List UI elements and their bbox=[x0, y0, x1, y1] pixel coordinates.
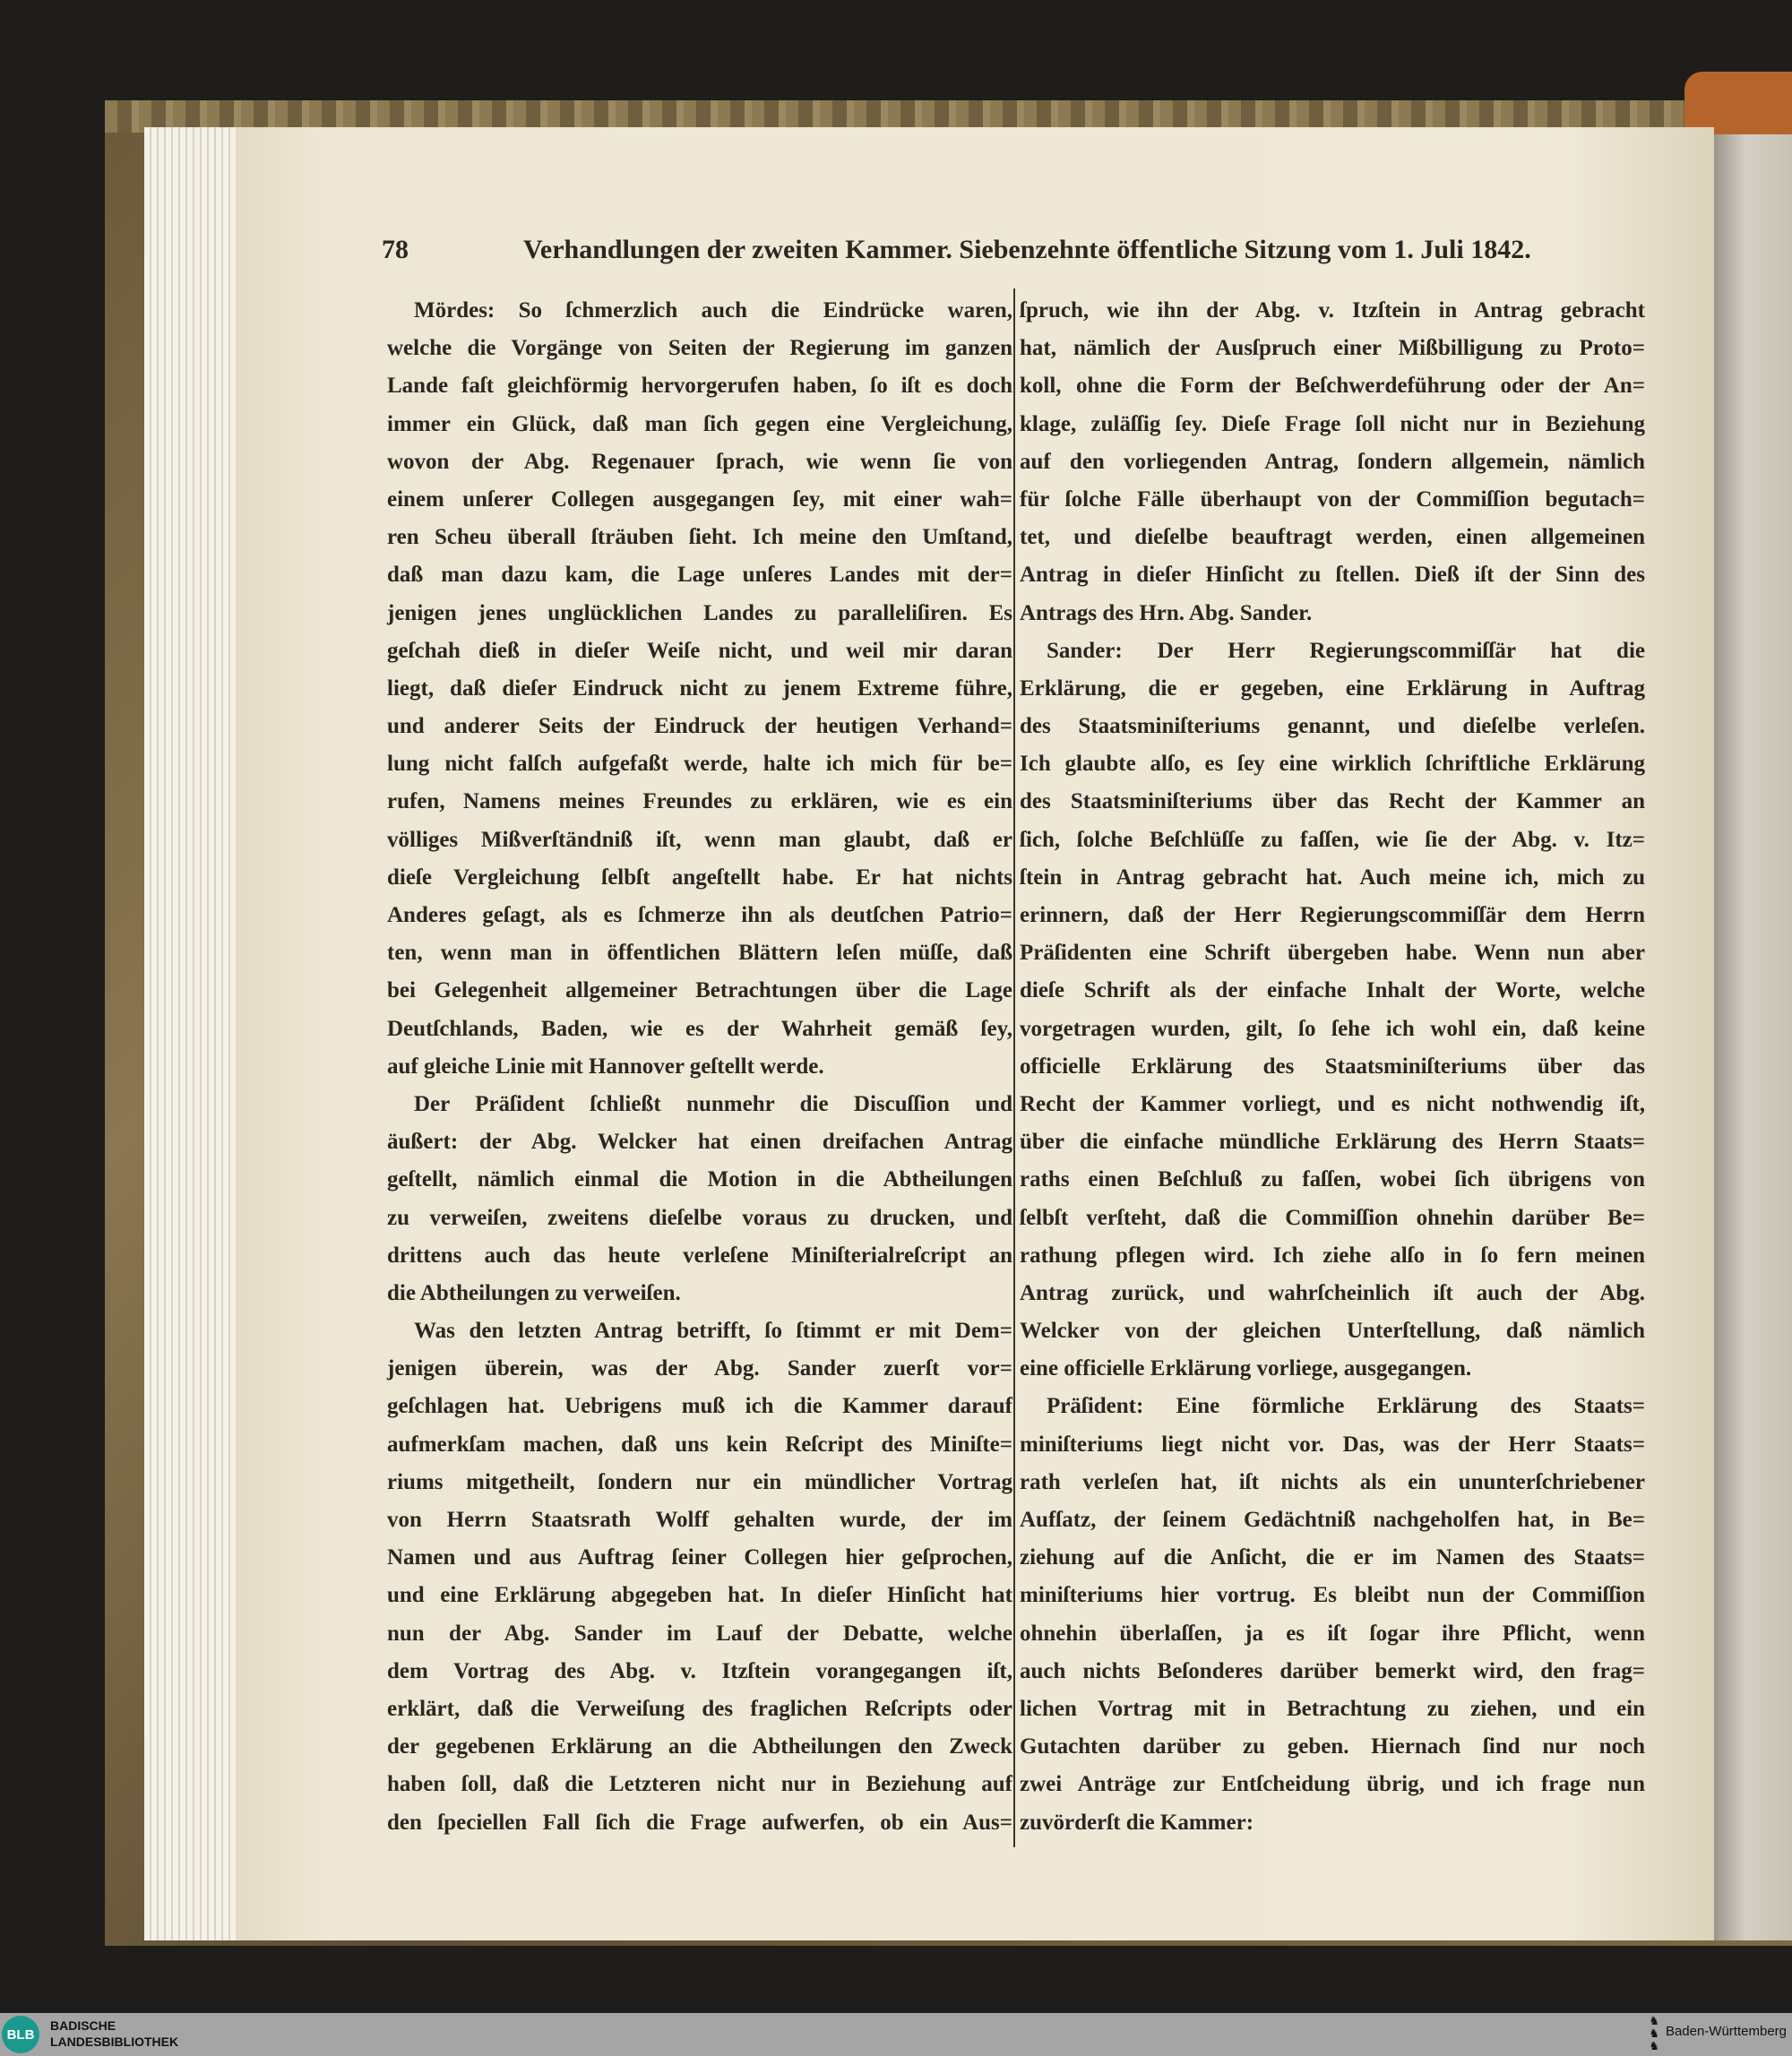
text-line: rathung pflegen wird. Ich ziehe alſo in ſo fern meinen bbox=[1020, 1243, 1645, 1268]
text-line: rath verleſen hat, iſt nichts als ein ununterſchriebener bbox=[1020, 1469, 1645, 1494]
text-line: dieſe Schrift als der einfache Inhalt der Worte, welche bbox=[1020, 978, 1645, 1003]
text-line: raths einen Beſchluß zu faſſen, wobei ſich übrigens von bbox=[1020, 1167, 1645, 1192]
column-divider bbox=[1013, 288, 1015, 1847]
text-line: ſelbſt verſteht, daß die Commiſſion ohnehin darüber Be= bbox=[1020, 1205, 1645, 1230]
text-line: dieſe Vergleichung ſelbſt angeſtellt habe. Er hat nichts bbox=[387, 865, 1012, 890]
text-line: Welcker von der gleichen Unterſtellung, daß nämlich bbox=[1020, 1319, 1645, 1344]
text-line: Ich glaubte alſo, es ſey eine wirklich ſchriftliche Erklärung bbox=[1020, 752, 1645, 777]
paragraph bbox=[387, 1312, 1012, 1842]
text-line: klage, zuläſſig ſey. Dieſe Frage ſoll nicht nur in Beziehung bbox=[1020, 411, 1645, 436]
page-header bbox=[382, 235, 1645, 274]
text-line: und eine Erklärung abgegeben hat. In dieſer Hinſicht hat bbox=[387, 1583, 1012, 1608]
page-number: 78 bbox=[382, 235, 409, 264]
paragraph bbox=[1020, 1388, 1645, 1841]
text-line: liegt, daß dieſer Eindruck nicht zu jenem Extreme führe, bbox=[387, 675, 1012, 701]
text-line: und anderer Seits der Eindruck der heutigen Verhand= bbox=[387, 714, 1012, 739]
text-line: riums mitgetheilt, ſondern nur ein mündlicher Vortrag bbox=[387, 1469, 1012, 1494]
text-line: Was den letzten Antrag betrifft, ſo ſtimmt er mit Dem= bbox=[414, 1319, 1012, 1344]
text-line: geſchlagen hat. Uebrigens muß ich die Kammer darauf bbox=[387, 1394, 1012, 1419]
text-column-left bbox=[387, 292, 1012, 1842]
text-line: miniſteriums liegt nicht vor. Das, was der Herr Staats= bbox=[1020, 1432, 1645, 1457]
text-line: des Staatsminiſteriums über das Recht der Kammer an bbox=[1020, 789, 1645, 814]
blb-logo-icon[interactable]: BLB bbox=[2, 2016, 39, 2053]
text-line: äußert: der Abg. Welcker hat einen dreifachen Antrag bbox=[387, 1130, 1012, 1155]
text-line: aufmerkſam machen, daß uns kein Reſcript des Miniſte= bbox=[387, 1432, 1012, 1457]
paragraph bbox=[387, 1086, 1012, 1312]
text-line: auf gleiche Linie mit Hannover geſtellt werde. bbox=[387, 1054, 824, 1079]
text-line: tet, und dieſelbe beauftragt werden, einen allgemeinen bbox=[1020, 525, 1645, 550]
text-line: immer ein Glück, daß man ſich gegen eine Vergleichung, bbox=[387, 411, 1012, 436]
text-line: daß man dazu kam, die Lage unſeres Landes mit der= bbox=[387, 563, 1012, 588]
text-line: von Herrn Staatsrath Wolff gehalten wurde, der im bbox=[387, 1508, 1012, 1532]
text-line: Mördes: So ſchmerzlich auch die Eindrücke waren, bbox=[414, 298, 1012, 323]
library-name[interactable] bbox=[50, 2017, 178, 2050]
state-logo-text[interactable]: Baden-Württemberg bbox=[1665, 2024, 1787, 2039]
text-line: jenigen jenes unglücklichen Landes zu paralleliſiren. Es bbox=[387, 600, 1012, 625]
text-line: ten, wenn man in öffentlichen Blättern leſen müſſe, daß bbox=[387, 941, 1012, 966]
text-line: lichen Vortrag mit in Betrachtung zu ziehen, und ein bbox=[1020, 1696, 1645, 1721]
text-line: ziehung auf die Anſicht, die er im Namen des Staats= bbox=[1020, 1545, 1645, 1570]
facing-page-edge bbox=[1714, 134, 1792, 1940]
text-line: lung nicht falſch aufgefaßt werde, halte ich mich für be= bbox=[387, 752, 1012, 777]
text-line: haben ſoll, daß die Letzteren nicht nur in Beziehung auf bbox=[387, 1772, 1012, 1797]
text-line: rufen, Namens meines Freundes zu erklären, wie es ein bbox=[387, 789, 1012, 814]
text-line: Deutſchlands, Baden, wie es der Wahrheit gemäß ſey, bbox=[387, 1016, 1012, 1041]
footer-bar bbox=[0, 2013, 1792, 2056]
text-line: dem Vortrag des Abg. v. Itzſtein vorangegangen iſt, bbox=[387, 1658, 1012, 1683]
text-line: Anderes geſagt, als es ſchmerze ihn als deutſchen Patrio= bbox=[387, 903, 1012, 927]
text-line: auch nichts Beſonderes darüber bemerkt wird, den frag= bbox=[1020, 1658, 1645, 1683]
text-line: erinnern, daß der Herr Regierungscommiſſär dem Herrn bbox=[1020, 903, 1645, 927]
text-line: eine officielle Erklärung vorliege, ausgegangen. bbox=[1020, 1356, 1472, 1381]
text-line: ren Scheu überall ſträuben ſieht. Ich meine den Umſtand, bbox=[387, 525, 1012, 550]
text-line: zu verweiſen, zweitens dieſelbe voraus zu drucken, und bbox=[387, 1205, 1012, 1230]
text-line: welche die Vorgänge von Seiten der Regierung im ganzen bbox=[387, 336, 1012, 361]
text-line: einem unſerer Collegen ausgegangen ſey, mit einer wah= bbox=[387, 486, 1012, 512]
text-line: Antrag in dieſer Hinſicht zu ſtellen. Dieß iſt der Sinn des bbox=[1020, 563, 1645, 588]
text-line: hat, nämlich der Ausſpruch einer Mißbilligung zu Proto= bbox=[1020, 336, 1645, 361]
text-line: geſtellt, nämlich einmal die Motion in die Abtheilungen bbox=[387, 1167, 1012, 1192]
text-line: völliges Mißverſtändniß iſt, wenn man glaubt, daß er bbox=[387, 827, 1012, 852]
text-line: ohnehin überlaſſen, ja es iſt ſogar ihre Pflicht, wenn bbox=[1020, 1621, 1645, 1646]
text-line: ſpruch, wie ihn der Abg. v. Itzſtein in Antrag gebracht bbox=[1020, 298, 1645, 323]
text-line: Recht der Kammer vorliegt, und es nicht nothwendig iſt, bbox=[1020, 1091, 1645, 1116]
text-line: nun der Abg. Sander im Lauf der Debatte, welche bbox=[387, 1621, 1012, 1646]
text-line: Antrag zurück, und wahrſcheinlich iſt auch der Abg. bbox=[1020, 1280, 1645, 1305]
text-line: geſchah dieß in dieſer Weiſe nicht, und weil mir daran bbox=[387, 638, 1012, 663]
text-line: zuvörderſt die Kammer: bbox=[1020, 1810, 1254, 1835]
paragraph bbox=[387, 292, 1012, 1086]
paragraph bbox=[1020, 632, 1645, 1389]
text-line: Aufſatz, der ſeinem Gedächtniß nachgeholfen hat, in Be= bbox=[1020, 1508, 1645, 1532]
text-line: Der Präſident ſchließt nunmehr die Discuſſion und bbox=[414, 1091, 1012, 1116]
text-line: Namen und aus Auftrag ſeiner Collegen hier geſprochen, bbox=[387, 1545, 1012, 1570]
text-line: Erklärung, die er gegeben, eine Erklärung in Auftrag bbox=[1020, 675, 1645, 701]
text-line: des Staatsminiſteriums genannt, und dieſelbe verleſen. bbox=[1020, 714, 1645, 739]
text-line: der gegebenen Erklärung an die Abtheilungen den Zweck bbox=[387, 1734, 1012, 1759]
text-line: Präſident: Eine förmliche Erklärung des Staats= bbox=[1047, 1394, 1645, 1419]
text-line: Sander: Der Herr Regierungscommiſſär hat die bbox=[1047, 638, 1645, 663]
text-line: Lande faſt gleichförmig hervorgerufen haben, ſo iſt es doch bbox=[387, 374, 1012, 399]
text-line: officielle Erklärung des Staatsminiſteriums über das bbox=[1020, 1054, 1645, 1079]
text-line: vorgetragen wurden, gilt, ſo ſehe ich wohl ein, daß keine bbox=[1020, 1016, 1645, 1041]
text-line: die Abtheilungen zu verweiſen. bbox=[387, 1280, 681, 1305]
library-name-line1: BADISCHE bbox=[50, 2018, 116, 2033]
paragraph bbox=[1020, 292, 1645, 632]
text-line: zwei Anträge zur Entſcheidung übrig, und ich frage nun bbox=[1020, 1772, 1645, 1797]
leather-spine-corner bbox=[1684, 72, 1792, 134]
text-line: ſich, ſolche Beſchlüſſe zu faſſen, wie ſie der Abg. v. Itz= bbox=[1020, 827, 1645, 852]
text-line: über die einfache mündliche Erklärung des Herrn Staats= bbox=[1020, 1130, 1645, 1155]
text-column-right bbox=[1020, 292, 1645, 1842]
text-line: Präſidenten eine Schrift übergeben habe. Wenn nun aber bbox=[1020, 941, 1645, 966]
text-line: drittens auch das heute verleſene Miniſterialreſcript an bbox=[387, 1243, 1012, 1268]
text-line: miniſteriums hier vortrug. Es bleibt nun der Commiſſion bbox=[1020, 1583, 1645, 1608]
text-line: erklärt, daß die Verweiſung des fraglichen Reſcripts oder bbox=[387, 1696, 1012, 1721]
page-edges bbox=[144, 127, 237, 1940]
text-line: Gutachten darüber zu geben. Hiernach ſind nur noch bbox=[1020, 1734, 1645, 1759]
text-line: den ſpeciellen Fall ſich die Frage aufwerfen, ob ein Aus= bbox=[387, 1810, 1012, 1835]
text-line: auf den vorliegenden Antrag, ſondern allgemein, nämlich bbox=[1020, 449, 1645, 474]
lions-coat-of-arms-icon: ♞ ♞ ♞ bbox=[1649, 2014, 1659, 2052]
text-line: jenigen überein, was der Abg. Sander zuerſt vor= bbox=[387, 1356, 1012, 1381]
library-name-line2: LANDESBIBLIOTHEK bbox=[50, 2034, 179, 2049]
text-line: wovon der Abg. Regenauer ſprach, wie wenn ſie von bbox=[387, 449, 1012, 474]
text-line: für ſolche Fälle überhaupt von der Commiſſion begutach= bbox=[1020, 486, 1645, 512]
text-line: koll, ohne die Form der Beſchwerdeführung oder der An= bbox=[1020, 374, 1645, 399]
text-line: Antrags des Hrn. Abg. Sander. bbox=[1020, 600, 1313, 625]
running-title: Verhandlungen der zweiten Kammer. Siebenzehnte öffentliche Sitzung vom 1. Juli 1842. bbox=[523, 235, 1531, 264]
text-line: bei Gelegenheit allgemeiner Betrachtungen über die Lage bbox=[387, 978, 1012, 1003]
text-line: ſtein in Antrag gebracht hat. Auch meine ich, mich zu bbox=[1020, 865, 1645, 890]
